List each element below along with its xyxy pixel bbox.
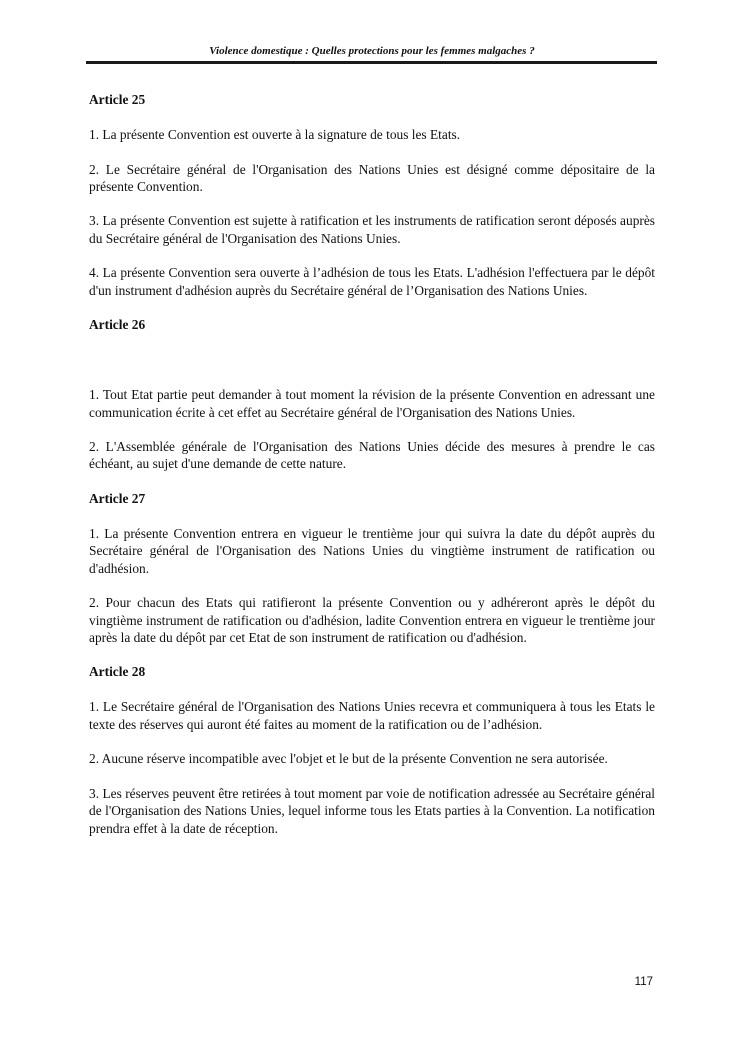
article-title: Article 26 — [89, 317, 146, 333]
paragraph: 2. L'Assemblée générale de l'Organisation des Nations Unies décide des mesures à prendre le cas échéant, au sujet d'une demande de cette nature. — [89, 439, 655, 472]
page-number: 117 — [634, 976, 653, 988]
article-title: Article 28 — [89, 664, 146, 680]
paragraph: 1. La présente Convention est ouverte à la signature de tous les Etats. — [89, 127, 461, 142]
article-28 — [89, 663, 655, 836]
paragraph: 3. La présente Convention est sujette à ratification et les instruments de ratification seront déposés auprès du Secrétaire général de l'Organisation des Nations Unies. — [89, 213, 655, 246]
paragraph: 2. Aucune réserve incompatible avec l'objet et le but de la présente Convention ne sera autorisée. — [89, 751, 608, 767]
paragraph: 2. Le Secrétaire général de l'Organisation des Nations Unies est désigné comme dépositaire de la présente Convention. — [89, 161, 655, 194]
article-26 — [89, 316, 655, 472]
paragraph: 4. La présente Convention sera ouverte à l’adhésion de tous les Etats. L'adhésion l'effectuera par le dépôt d'un instrument d'adhésion auprès du Secrétaire général de l’Organisation des Nations Unies. — [89, 265, 655, 298]
header-rule — [86, 61, 657, 64]
paragraph: 1. La présente Convention entrera en vigueur le trentième jour qui suivra la date du dépôt auprès du Secrétaire général de l'Organisation des Nations Unies du vingtième instrument de ratification ou d'adhésion. — [89, 526, 655, 576]
blank-gap — [89, 351, 655, 386]
paragraph: 2. Pour chacun des Etats qui ratifieront la présente Convention ou y adhéreront après le dépôt du vingtième instrument de ratification ou d'adhésion, ladite Convention entrera en vigueur le trentième jour après la date du dépôt par cet Etat de son instrument de ratification ou d'adhésion. — [89, 595, 655, 645]
document-body — [89, 91, 655, 854]
running-header: Violence domestique : Quelles protections pour les femmes malgaches ? — [209, 45, 535, 57]
article-25 — [89, 91, 655, 299]
paragraph: 3. Les réserves peuvent être retirées à tout moment par voie de notification adressée au Secrétaire général de l'Organisation des Nations Unies, lequel informe tous les Etats parties à la Convention. La notification prendra effet à la date de réception. — [89, 785, 655, 836]
paragraph: 1. Tout Etat partie peut demander à tout moment la révision de la présente Convention en adressant une communication écrite à cet effet au Secrétaire général de l'Organisation des Nations Unies. — [89, 387, 655, 420]
article-title: Article 27 — [89, 491, 146, 507]
article-title: Article 25 — [89, 92, 146, 107]
article-27 — [89, 490, 655, 646]
paragraph: 1. Le Secrétaire général de l'Organisation des Nations Unies recevra et communiquera à tous les Etats le texte des réserves qui auront été faites au moment de la ratification ou de l’adhésion. — [89, 699, 655, 732]
